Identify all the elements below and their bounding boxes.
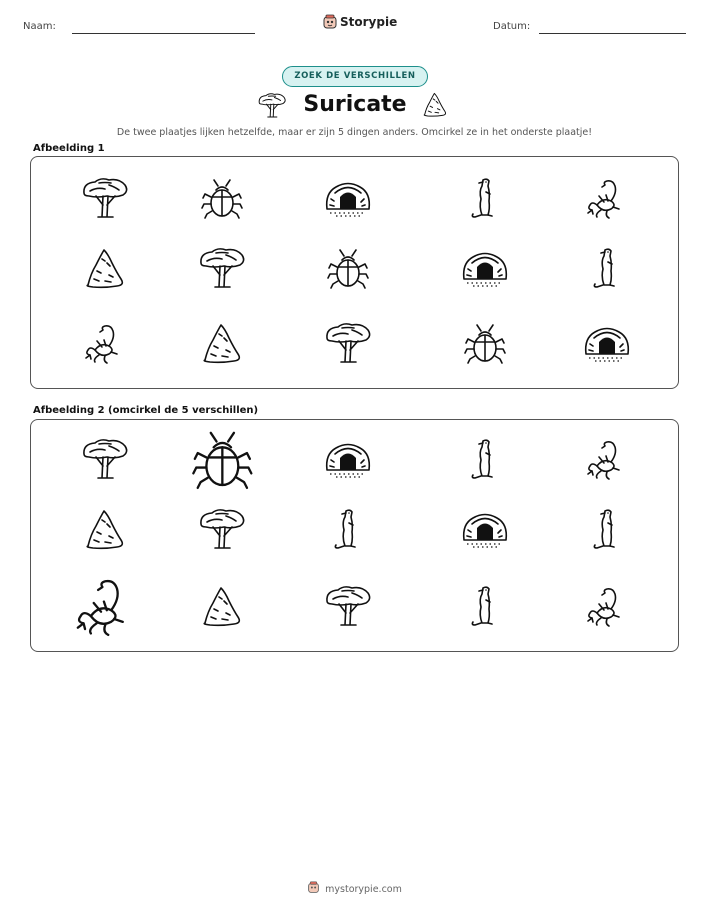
grid-cell: [82, 176, 128, 222]
grid-cell: [199, 246, 245, 292]
grid-cell[interactable]: [584, 437, 630, 483]
grid-cell: [82, 321, 128, 367]
beetle-icon: [199, 176, 245, 222]
grid-cell: [325, 321, 371, 367]
grid-cell[interactable]: [462, 584, 508, 630]
acacia-tree-icon: [199, 246, 245, 292]
burrow-icon: [462, 246, 508, 292]
grid-cell[interactable]: [199, 584, 245, 630]
acacia-tree-icon: [82, 176, 128, 222]
acacia-tree-icon: [325, 321, 371, 367]
name-line[interactable]: [72, 33, 255, 34]
grid-cell[interactable]: [584, 507, 630, 553]
grid-cell[interactable]: [325, 584, 371, 630]
grid-cell[interactable]: [72, 574, 139, 641]
grid-cell: [584, 176, 630, 222]
acacia-tree-icon: [82, 437, 128, 483]
grid-cell[interactable]: [584, 584, 630, 630]
grid-cell: [325, 176, 371, 222]
burrow-icon: [462, 507, 508, 553]
beetle-icon: [462, 321, 508, 367]
storypie-mascot-icon: [307, 881, 320, 894]
date-label: Datum:: [493, 21, 531, 32]
beetle-icon: [325, 246, 371, 292]
meerkat-icon: [584, 507, 630, 553]
termite-mound-icon: [199, 584, 245, 630]
grid-cell[interactable]: [462, 437, 508, 483]
date-line[interactable]: [539, 33, 686, 34]
brand-logo: [322, 14, 398, 32]
grid-cell[interactable]: [199, 507, 245, 553]
termite-mound-icon: [82, 507, 128, 553]
worksheet-badge: ZOEK DE VERSCHILLEN: [282, 66, 428, 87]
scorpion-icon: [584, 584, 630, 630]
scorpion-icon: [584, 176, 630, 222]
scorpion-icon: [82, 321, 128, 367]
grid-cell: [199, 321, 245, 367]
scorpion-icon: [72, 574, 139, 641]
meerkat-icon: [462, 437, 508, 483]
grid-cell[interactable]: [189, 427, 256, 494]
storypie-mascot-icon: [322, 14, 338, 30]
name-label: Naam:: [23, 21, 56, 32]
picture2-label: Afbeelding 2 (omcirkel de 5 verschillen): [33, 405, 259, 416]
grid-cell[interactable]: [462, 507, 508, 553]
footer: [0, 881, 709, 895]
beetle-icon: [189, 427, 256, 494]
meerkat-icon: [462, 584, 508, 630]
meerkat-icon: [584, 246, 630, 292]
grid-cell[interactable]: [325, 507, 371, 553]
burrow-icon: [325, 176, 371, 222]
brand-name: Storypie: [340, 15, 398, 29]
acacia-tree-icon: [325, 584, 371, 630]
grid-cell: [584, 321, 630, 367]
acacia-tree-icon: [199, 507, 245, 553]
termite-mound-icon: [82, 246, 128, 292]
grid-cell: [82, 246, 128, 292]
grid-cell[interactable]: [82, 437, 128, 483]
termite-mound-icon: [199, 321, 245, 367]
termite-mound-icon: [421, 90, 449, 120]
footer-site[interactable]: mystorypie.com: [325, 884, 402, 895]
grid-cell[interactable]: [325, 437, 371, 483]
grid-cell: [325, 246, 371, 292]
grid-cell: [462, 176, 508, 222]
grid-cell: [462, 321, 508, 367]
grid-cell: [584, 246, 630, 292]
instructions: De twee plaatjes lijken hetzelfde, maar er zijn 5 dingen anders. Omcirkel ze in het onderste plaatje!: [116, 127, 593, 138]
meerkat-icon: [325, 507, 371, 553]
grid-cell[interactable]: [82, 507, 128, 553]
grid-cell: [462, 246, 508, 292]
burrow-icon: [325, 437, 371, 483]
grid-cell: [199, 176, 245, 222]
acacia-tree-icon: [257, 92, 287, 120]
page-title: Suricate: [303, 92, 407, 117]
picture1-label: Afbeelding 1: [33, 143, 105, 154]
burrow-icon: [584, 321, 630, 367]
scorpion-icon: [584, 437, 630, 483]
meerkat-icon: [462, 176, 508, 222]
